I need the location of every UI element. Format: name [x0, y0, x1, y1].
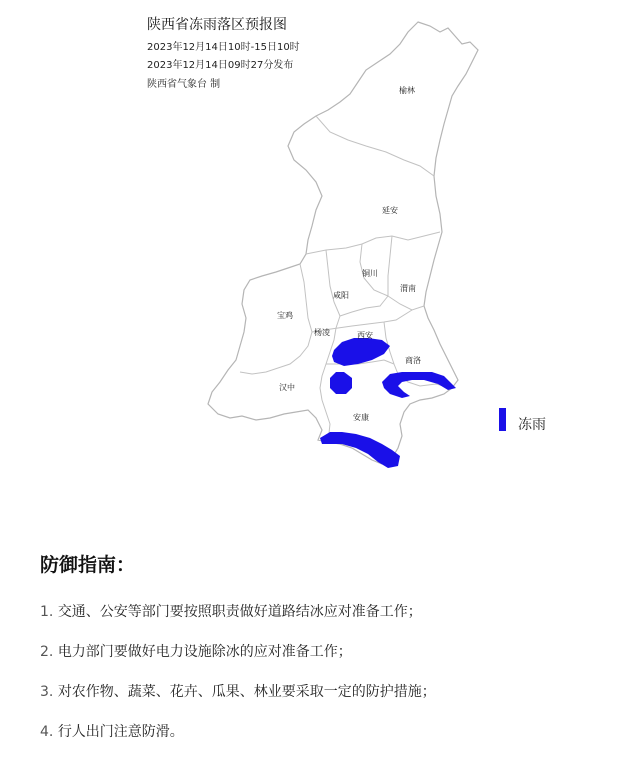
guide-item-text: 交通、公安等部门要按照职责做好道路结冰应对准备工作；: [57, 604, 422, 620]
legend-swatch-freezing-rain: [499, 408, 506, 431]
city-label-yulin: 榆林: [399, 86, 415, 95]
map-title: 陕西省冻雨落区预报图: [147, 17, 287, 33]
guide-item: [40, 601, 620, 621]
province-outline: [208, 22, 478, 464]
city-label-xian: 西安: [357, 331, 373, 340]
guide-item-text: 电力部门要做好电力设施除冰的应对准备工作；: [57, 644, 352, 660]
city-label-baoji: 宝鸡: [277, 311, 293, 320]
city-label-yanan: 延安: [382, 206, 398, 215]
city-label-ankang: 安康: [353, 413, 369, 422]
city-label-xianyang: 咸阳: [333, 291, 349, 300]
guide-title: 防御指南：: [40, 554, 136, 576]
valid-period: 2023年12月14日10时-15日10时: [147, 42, 300, 53]
city-label-yangling: 杨凌: [314, 328, 330, 337]
guide-item-number: 1.: [40, 604, 54, 620]
guide-item: [40, 721, 620, 741]
city-label-shangluo: 商洛: [405, 356, 421, 365]
issue-time: 2023年12月14日09时27分发布: [147, 60, 294, 71]
city-label-tongchuan: 铜川: [362, 269, 378, 278]
guide-item-number: 3.: [40, 684, 54, 700]
defense-guide: [40, 550, 620, 761]
legend-label: 冻雨: [518, 417, 546, 433]
issuer: 陕西省气象台 制: [147, 79, 221, 90]
guide-item: [40, 681, 620, 701]
guide-item-number: 4.: [40, 724, 54, 740]
city-label-weinan: 渭南: [400, 284, 416, 293]
guide-item-number: 2.: [40, 644, 54, 660]
city-label-hanzhong: 汉中: [279, 383, 295, 392]
guide-item-text: 对农作物、蔬菜、花卉、瓜果、林业要采取一定的防护措施；: [57, 684, 436, 700]
guide-item-text: 行人出门注意防滑。: [57, 724, 184, 740]
guide-item: [40, 641, 620, 661]
